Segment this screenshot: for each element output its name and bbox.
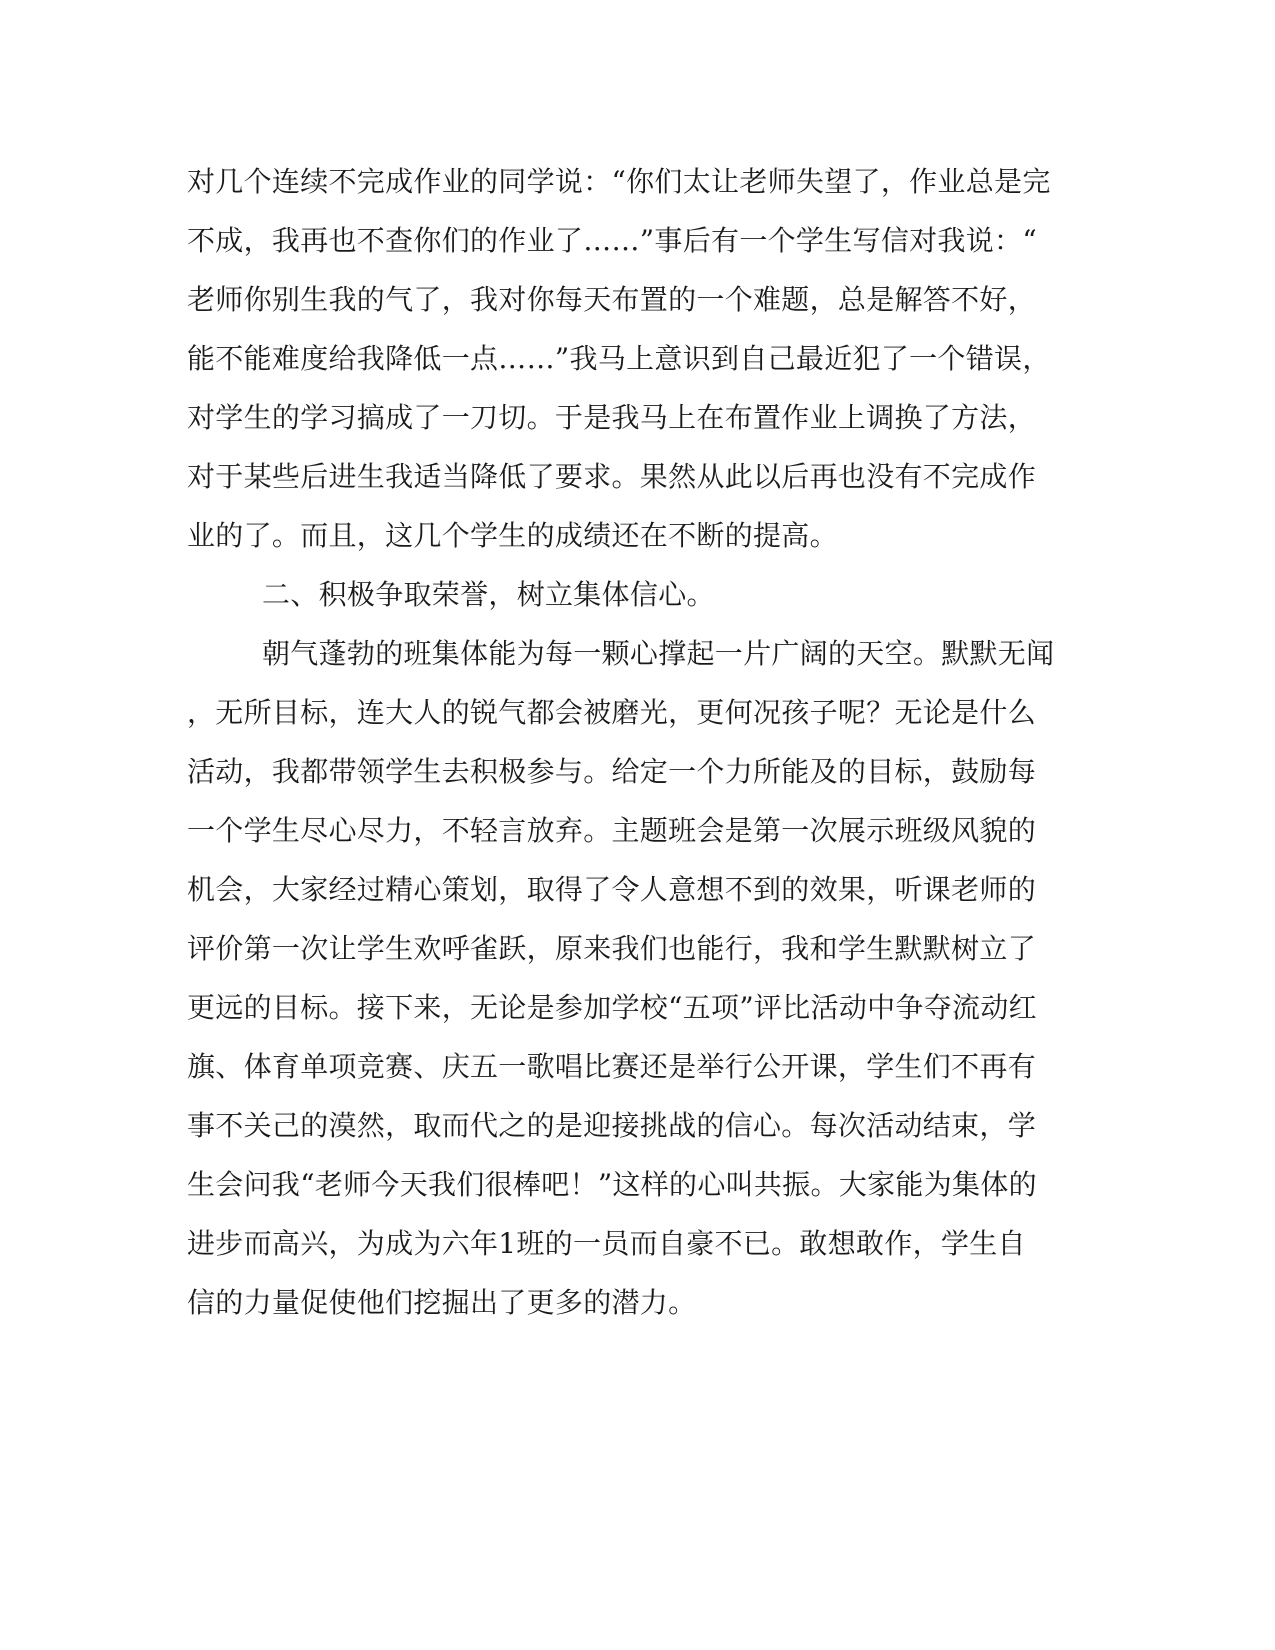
text-line-1: 对几个连续不完成作业的同学说：“你们太让老师失望了，作业总是完	[187, 165, 1051, 198]
text-line-7: 业的了。而且，这几个学生的成绩还在不断的提高。	[187, 519, 838, 552]
text-line-9: 朝气蓬勃的班集体能为每一颗心撑起一片广阔的天空。默默无闻	[262, 637, 1055, 670]
text-line-20: 信的力量促使他们挖掘出了更多的潜力。	[187, 1286, 697, 1319]
text-line-15: 更远的目标。接下来，无论是参加学校“五项”评比活动中争夺流动红	[187, 991, 1037, 1024]
text-line-4: 能不能难度给我降低一点……”我马上意识到自己最近犯了一个错误，	[187, 342, 1051, 375]
text-line-18: 生会问我“老师今天我们很棒吧！”这样的心叫共振。大家能为集体的	[187, 1168, 1037, 1201]
text-line-14: 评价第一次让学生欢呼雀跃，原来我们也能行，我和学生默默树立了	[187, 932, 1037, 965]
text-line-11: 活动，我都带领学生去积极参与。给定一个力所能及的目标，鼓励每	[187, 755, 1037, 788]
text-line-13: 机会，大家经过精心策划，取得了令人意想不到的效果，听课老师的	[187, 873, 1037, 906]
text-line-16: 旗、体育单项竞赛、庆五一歌唱比赛还是举行公开课，学生们不再有	[187, 1050, 1037, 1083]
section-heading: 二、积极争取荣誉，树立集体信心。	[262, 578, 715, 611]
text-line-2: 不成，我再也不查你们的作业了……”事后有一个学生写信对我说：“	[187, 224, 1037, 257]
text-line-6: 对于某些后进生我适当降低了要求。果然从此以后再也没有不完成作	[187, 460, 1037, 493]
text-line-17: 事不关己的漠然，取而代之的是迎接挑战的信心。每次活动结束，学	[187, 1109, 1037, 1142]
text-line-10: ，无所目标，连大人的锐气都会被磨光，更何况孩子呢？无论是什么	[187, 696, 1037, 729]
text-line-5: 对学生的学习搞成了一刀切。于是我马上在布置作业上调换了方法，	[187, 401, 1037, 434]
text-line-3: 老师你别生我的气了，我对你每天布置的一个难题，总是解答不好，	[187, 283, 1037, 316]
text-line-12: 一个学生尽心尽力，不轻言放弃。主题班会是第一次展示班级风貌的	[187, 814, 1037, 847]
text-line-19: 进步而高兴，为成为六年1班的一员而自豪不已。敢想敢作，学生自	[187, 1227, 1026, 1260]
